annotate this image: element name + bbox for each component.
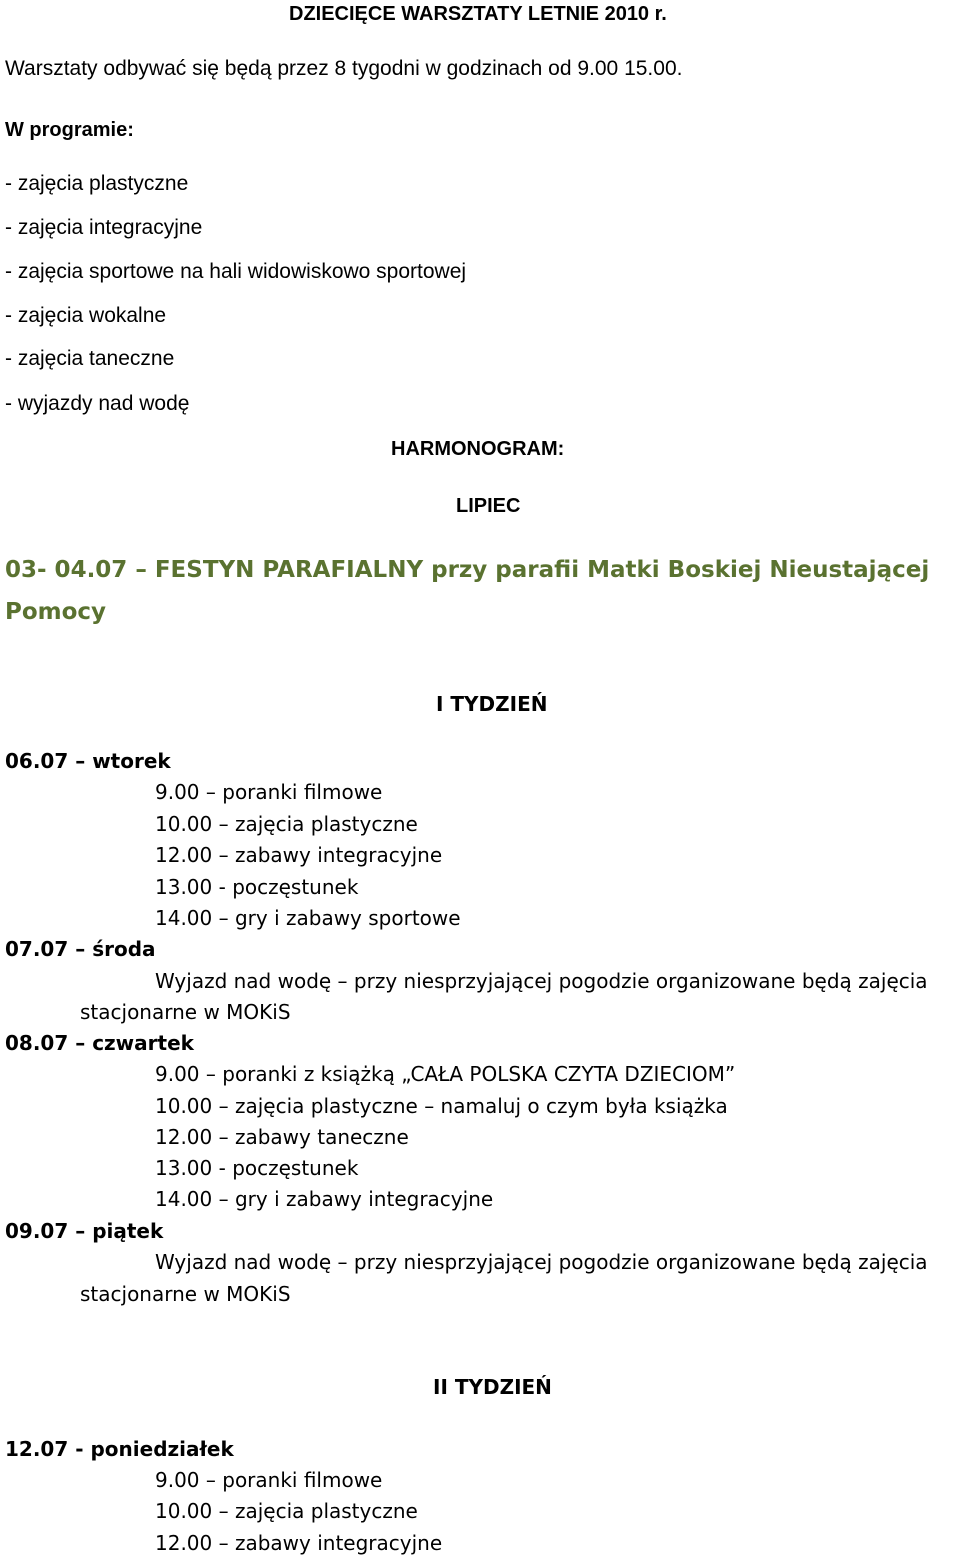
program-item: - zajęcia sportowe na hali widowiskowo sportowej — [5, 260, 467, 283]
activity-item: 9.00 – poranki filmowe — [155, 780, 383, 804]
program-item: - zajęcia taneczne — [5, 347, 175, 370]
program-heading: W programie: — [5, 119, 134, 141]
activity-item: 14.00 – gry i zabawy sportowe — [155, 906, 461, 930]
day-label: 12.07 - poniedziałek — [5, 1437, 234, 1461]
activity-item: 13.00 - poczęstunek — [155, 1156, 359, 1180]
day-label: 06.07 – wtorek — [5, 749, 171, 773]
activity-item: 12.00 – zabawy taneczne — [155, 1125, 409, 1149]
day-note: Wyjazd nad wodę – przy niesprzyjającej pogodzie organizowane będą zajęcia — [155, 1250, 928, 1274]
program-item: - zajęcia wokalne — [5, 304, 167, 327]
intro-paragraph: Warsztaty odbywać się będą przez 8 tygodni w godzinach od 9.00 15.00. — [5, 57, 683, 80]
harmonogram-heading: HARMONOGRAM: — [391, 438, 565, 460]
activity-item: 12.00 – zabawy integracyjne — [155, 1531, 443, 1555]
day-note-continued: stacjonarne w MOKiS — [80, 1000, 291, 1024]
document-title: DZIECIĘCE WARSZTATY LETNIE 2010 r. — [289, 3, 667, 25]
activity-item: 14.00 – gry i zabawy integracyjne — [155, 1187, 494, 1211]
day-label: 09.07 – piątek — [5, 1219, 164, 1243]
month-heading: LIPIEC — [456, 495, 521, 517]
activity-item: 10.00 – zajęcia plastyczne — [155, 1499, 418, 1523]
program-item: - wyjazdy nad wodę — [5, 392, 190, 415]
day-note: Wyjazd nad wodę – przy niesprzyjającej pogodzie organizowane będą zajęcia — [155, 969, 928, 993]
day-note-continued: stacjonarne w MOKiS — [80, 1282, 291, 1306]
day-label: 08.07 – czwartek — [5, 1031, 194, 1055]
activity-item: 13.00 - poczęstunek — [155, 875, 359, 899]
program-item: - zajęcia plastyczne — [5, 172, 189, 195]
week2-heading: II TYDZIEŃ — [433, 1375, 552, 1399]
week1-heading: I TYDZIEŃ — [436, 692, 548, 716]
activity-item: 10.00 – zajęcia plastyczne — [155, 812, 418, 836]
program-item: - zajęcia integracyjne — [5, 216, 203, 239]
activity-item: 9.00 – poranki filmowe — [155, 1468, 383, 1492]
activity-item: 12.00 – zabawy integracyjne — [155, 843, 443, 867]
festyn-event: 03- 04.07 – FESTYN PARAFIALNY przy parafii Matki Boskiej Nieustającej Pomocy — [5, 557, 930, 625]
activity-item: 9.00 – poranki z książką „CAŁA POLSKA CZYTA DZIECIOM” — [155, 1062, 736, 1086]
day-label: 07.07 – środa — [5, 937, 156, 961]
activity-item: 10.00 – zajęcia plastyczne – namaluj o czym była książka — [155, 1094, 728, 1118]
